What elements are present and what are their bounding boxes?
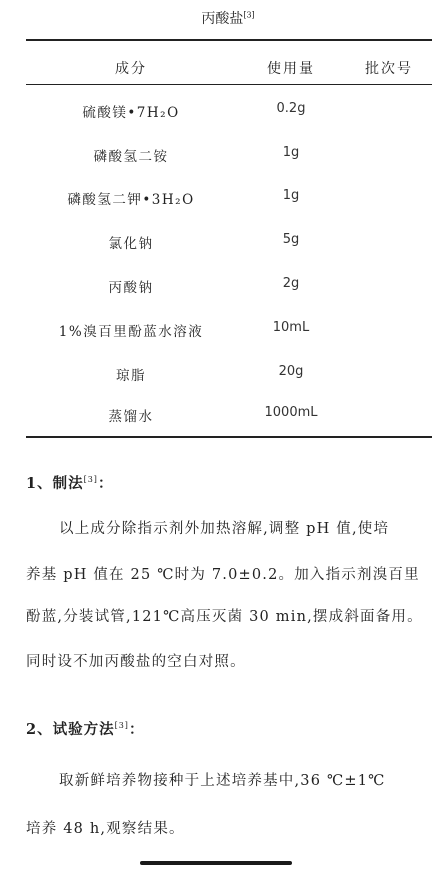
section-heading-ref: [3] (83, 475, 98, 485)
table-row (26, 101, 432, 121)
section-heading-text: 1、制法 (26, 475, 84, 492)
table-row (26, 188, 432, 208)
table-row (26, 364, 432, 384)
section-heading-test-method (26, 718, 144, 739)
ingredient-qty: 2g (282, 276, 300, 291)
table-top-rule (26, 39, 432, 41)
paragraph-line: 酚蓝,分装试管,121℃高压灭菌 30 min,摆成斜面备用。 (26, 609, 423, 625)
table-row (26, 320, 432, 340)
ingredient-name: 丙酸钠 (108, 280, 154, 296)
section-heading-colon: ： (97, 475, 114, 492)
table-header-rule (26, 84, 432, 85)
table-row (26, 405, 432, 425)
section-heading-colon: ： (128, 721, 145, 738)
ingredient-name: 琼脂 (116, 368, 146, 384)
ingredient-name: 硫酸镁•7H₂O (82, 105, 180, 121)
header-batch: 批次号 (365, 61, 413, 77)
ingredient-qty: 10mL (272, 320, 310, 335)
ingredient-name: 1%溴百里酚蓝水溶液 (58, 324, 204, 340)
paragraph-line: 同时设不加丙酸盐的空白对照。 (26, 654, 246, 670)
ingredient-qty: 0.2g (276, 101, 306, 116)
ingredient-qty: 1g (282, 145, 300, 160)
paragraph-line: 养基 pH 值在 25 ℃时为 7.0±0.2。加入指示剂溴百里 (26, 567, 420, 583)
table-row (26, 232, 432, 252)
title-text: 丙酸盐 (201, 11, 244, 27)
document-title (0, 8, 432, 28)
section-heading-text: 2、试验方法 (26, 721, 115, 738)
ingredient-name: 磷酸氢二铵 (93, 149, 169, 165)
paragraph-line: 取新鲜培养物接种于上述培养基中,36 ℃±1℃ (59, 773, 386, 789)
header-name: 成分 (115, 61, 147, 77)
ingredient-qty: 1g (282, 188, 300, 203)
header-qty: 使用量 (267, 61, 315, 77)
table-row (26, 276, 432, 296)
section-heading-ref: [3] (114, 721, 129, 731)
ingredient-name: 磷酸氢二钾•3H₂O (67, 192, 195, 208)
paragraph-line: 以上成分除指示剂外加热溶解,调整 pH 值,使培 (59, 521, 390, 537)
ingredient-qty: 20g (278, 364, 304, 379)
table-row (26, 145, 432, 165)
home-indicator[interactable] (140, 861, 292, 865)
ingredient-name: 氯化钠 (108, 236, 154, 252)
paragraph-line: 培养 48 h,观察结果。 (26, 821, 185, 837)
ingredient-name: 蒸馏水 (108, 409, 154, 425)
ingredient-qty: 1000mL (264, 405, 318, 420)
title-ref: [3] (243, 10, 255, 20)
section-heading-preparation (26, 472, 113, 493)
ingredient-qty: 5g (282, 232, 300, 247)
table-bottom-rule (26, 436, 432, 438)
